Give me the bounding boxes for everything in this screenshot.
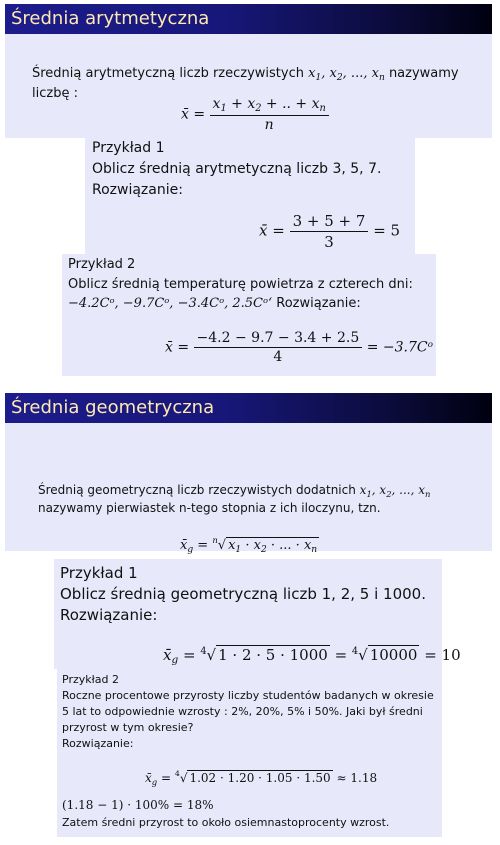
example2-values: −4.2Cᵒ, −9.7Cᵒ, −3.4Cᵒ, 2.5Cᵒ‘ xyxy=(68,296,273,311)
example1-solution-label: Rozwiązanie: xyxy=(60,606,158,624)
example2-task: Oblicz średnią temperaturę powietrza z czterech dni: xyxy=(68,277,413,292)
definition-vars: $x_1$, $x_2$, ..., $x_n$ xyxy=(359,483,431,499)
slide-geometric xyxy=(5,393,492,839)
example1-formula: x̄ = $\frac{3 + 5 + 7}{3}$ = 5 xyxy=(259,212,401,251)
slide-arithmetic xyxy=(5,4,492,376)
definition-line2: liczbę : xyxy=(32,86,78,101)
example2-title: Przykład 2 xyxy=(68,257,136,272)
example1-formula: $x̄_g = ^4√$ 1 · 2 · 5 · 1000 = $^4$√ 10000 = 10 xyxy=(163,646,461,666)
example1-title: Przykład 1 xyxy=(92,140,165,156)
example2-solution-label: Rozwiązanie: xyxy=(62,737,134,750)
definition-line2: nazywamy pierwiastek n-tego stopnia z ich iloczynu, tzn. xyxy=(38,501,381,515)
slide-title: Średnia arytmetyczna xyxy=(5,4,492,34)
example2-title: Przykład 2 xyxy=(62,673,119,686)
example1-task: Oblicz średnią arytmetyczną liczb 3, 5, 7. xyxy=(92,161,382,177)
example1-task: Oblicz średnią geometryczną liczb 1, 2, 5 i 1000. xyxy=(60,585,426,603)
definition-line1: Średnią arytmetyczną liczb rzeczywistych $x_1$, $x_2$, ..., $x_n$ nazywamy xyxy=(32,66,459,83)
example2-values-line: −4.2Cᵒ, −9.7Cᵒ, −3.4Cᵒ, 2.5Cᵒ‘ Rozwiązanie: xyxy=(68,296,361,311)
example2-line3: przyrost w tym okresie? xyxy=(62,721,194,734)
example2-formula: $x̄_g = ^4√$ 1.02 · 1.20 · 1.05 · 1.50 ≈ 1.18 xyxy=(145,769,378,787)
example1-solution-label: Rozwiązanie: xyxy=(92,182,183,198)
definition-formula: x̄ = $\frac{x_1 + x_2 + .. + x_n}{n}$ xyxy=(181,96,329,133)
definition-formula: $x̄_g = ^n√$ $x_1 \cdot x_2$ · ... · $x_n$ xyxy=(180,535,318,555)
slide-title: Średnia geometryczna xyxy=(5,393,492,423)
example1-title: Przykład 1 xyxy=(60,564,138,582)
example2-formula: x̄ = $\frac{-4.2 - 9.7 - 3.4 + 2.5}{4}$ = −3.7Cᵒ xyxy=(165,330,433,365)
definition-line1: Średnią geometryczną liczb rzeczywistych dodatnich $x_1$, $x_2$, ..., $x_n$ xyxy=(38,483,431,499)
definition-vars: $x_1$, $x_2$, ..., $x_n$ xyxy=(308,66,385,83)
example2-conclusion: Zatem średni przyrost to około osiemnastoprocenty wzrost. xyxy=(62,816,390,829)
example2-line2: 5 lat to odpowiednie wzrosty : 2%, 20%, 5% i 50%. Jaki był średni xyxy=(62,705,423,718)
example2-line1: Roczne procentowe przyrosty liczby studentów badanych w okresie xyxy=(62,689,434,702)
example2-calc: (1.18 − 1) · 100% = 18% xyxy=(62,798,214,812)
